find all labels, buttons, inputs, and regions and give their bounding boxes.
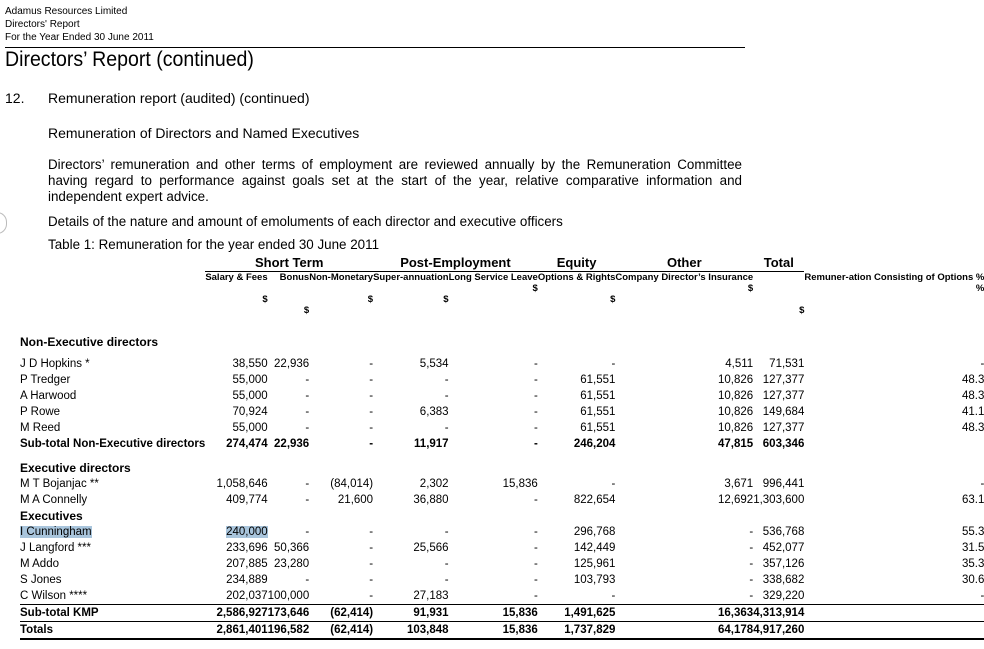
page-title: Directors’ Report (continued) <box>5 48 254 71</box>
row-value: 127,377 <box>762 390 805 402</box>
row-value: 296,768 <box>573 526 616 538</box>
row-value: 21,600 <box>337 494 374 506</box>
table-row <box>20 356 984 372</box>
section-label: Non-Executive directors <box>20 335 159 349</box>
row-value: - <box>369 406 374 418</box>
row-value: - <box>749 542 754 554</box>
report-period: For the Year Ended 30 June 2011 <box>5 32 154 43</box>
row-value: 15,836 <box>449 622 538 640</box>
row-value: - <box>749 526 754 538</box>
section-number: 12. <box>5 90 25 106</box>
section-label: Executives <box>20 509 83 523</box>
table-section-heading <box>20 460 984 476</box>
row-value: - <box>369 574 374 586</box>
row-value: - <box>369 422 374 434</box>
row-label: J Langford *** <box>20 542 91 554</box>
row-value: 35.3 <box>961 558 984 570</box>
row-label: S Jones <box>20 574 62 586</box>
row-value: 196,582 <box>268 622 310 640</box>
row-label: C Wilson **** <box>20 590 88 602</box>
row-value: 1,303,600 <box>753 494 805 506</box>
row-value: - <box>305 526 310 538</box>
row-value: - <box>369 542 374 554</box>
group-other: Other <box>615 254 753 272</box>
row-value: - <box>369 438 374 450</box>
col-salary: Salary & Fees $ <box>205 272 268 305</box>
row-value: 822,654 <box>573 494 616 506</box>
row-value: 48.3 <box>961 374 984 386</box>
row-label: A Harwood <box>20 390 77 402</box>
row-value: 3,671 <box>724 478 754 490</box>
row-value: 22,936 <box>274 438 310 450</box>
table-caption: Table 1: Remuneration for the year ended 30 June 2011 <box>48 237 380 252</box>
row-value: - <box>980 478 984 490</box>
col-bonus: Bonus $ <box>279 272 310 316</box>
row-value: - <box>749 574 754 586</box>
row-value: 452,077 <box>762 542 805 554</box>
col-total: $ <box>799 305 805 316</box>
row-label: I Cunningham <box>20 526 92 538</box>
table-row <box>20 524 984 540</box>
section-heading: Remuneration report (audited) (continued) <box>48 90 310 106</box>
row-value: - <box>533 574 538 586</box>
subheading: Remuneration of Directors and Named Executives <box>48 125 360 141</box>
row-label: Sub-total Non-Executive directors <box>20 438 206 450</box>
report-name: Directors' Report <box>5 19 80 30</box>
row-value: - <box>305 494 310 506</box>
row-value: 246,204 <box>573 438 616 450</box>
row-value: 36,880 <box>413 494 449 506</box>
row-value: 38,550 <box>232 358 268 370</box>
row-value: 5,534 <box>419 358 449 370</box>
row-value: 10,826 <box>718 390 754 402</box>
section-label: Executive directors <box>20 461 131 475</box>
group-header-row <box>20 254 984 272</box>
row-value: - <box>533 358 538 370</box>
row-value: - <box>369 390 374 402</box>
row-value: - <box>369 590 374 602</box>
row-value: 103,848 <box>373 622 448 640</box>
col-non-monetary: Non-Monetary $ <box>309 272 374 305</box>
row-value: - <box>533 406 538 418</box>
row-value: 16,363 <box>615 605 753 622</box>
row-value: 234,889 <box>226 574 268 586</box>
table-row <box>20 372 984 388</box>
row-value: - <box>305 374 310 386</box>
row-value: - <box>369 526 374 538</box>
details-text: Details of the nature and amount of emoluments of each director and executive officers <box>48 214 563 229</box>
row-value: - <box>369 558 374 570</box>
row-value: - <box>749 558 754 570</box>
row-value: 2,861,401 <box>205 622 267 640</box>
row-value: - <box>444 558 449 570</box>
row-value: - <box>533 494 538 506</box>
row-value <box>804 622 984 640</box>
row-value: 12,692 <box>718 494 754 506</box>
row-value: 4,511 <box>725 358 754 370</box>
row-value: 4,313,914 <box>753 605 804 622</box>
row-value: - <box>444 574 449 586</box>
row-value: - <box>533 590 538 602</box>
intro-paragraph: Directors’ remuneration and other terms of employment are reviewed annually by the Remuneration Committee having regard to performance against goals set at the start of the year, relative comparative information and independent expert advice. <box>48 157 742 204</box>
table-row <box>20 588 984 605</box>
row-value: - <box>533 526 538 538</box>
row-value: (62,414) <box>309 622 373 640</box>
row-value: - <box>305 478 310 490</box>
row-value: 1,737,829 <box>538 622 616 640</box>
row-value: - <box>980 590 984 602</box>
row-value: 996,441 <box>762 478 805 490</box>
row-value: 61,551 <box>580 374 616 386</box>
row-value: - <box>444 374 449 386</box>
row-value: 41.1 <box>961 406 984 418</box>
table-row <box>20 388 984 404</box>
table-row <box>20 572 984 588</box>
row-value: 274,474 <box>226 438 268 450</box>
row-value: - <box>305 422 310 434</box>
row-value: 127,377 <box>762 374 805 386</box>
row-value: 64,178 <box>615 622 753 640</box>
row-value: - <box>444 390 449 402</box>
row-value: 149,684 <box>762 406 805 418</box>
row-value: - <box>611 358 616 370</box>
group-equity: Equity <box>538 254 616 272</box>
row-value: 61,551 <box>580 422 616 434</box>
table-row <box>20 556 984 572</box>
row-value: 61,551 <box>580 406 616 418</box>
row-value: 27,183 <box>413 590 449 602</box>
row-value: 70,924 <box>232 406 268 418</box>
col-long-service: Long Service Leave $ <box>448 272 538 294</box>
row-value: 338,682 <box>762 574 805 586</box>
row-value: 48.3 <box>961 390 984 402</box>
row-value: - <box>305 574 310 586</box>
row-value: 142,449 <box>573 542 616 554</box>
row-value: 536,768 <box>762 526 805 538</box>
col-insurance: Company Director’s Insurance $ <box>615 272 754 294</box>
row-value: 55,000 <box>232 374 268 386</box>
row-label: Totals <box>20 622 205 640</box>
row-label: M Addo <box>20 558 59 570</box>
group-total: Total <box>753 254 804 272</box>
row-value: 2,302 <box>419 478 449 490</box>
row-value: 10,826 <box>718 406 754 418</box>
row-value: - <box>533 542 538 554</box>
subheader-row <box>20 272 984 329</box>
table-section-heading <box>20 508 984 524</box>
row-value: 240,000 <box>226 526 268 538</box>
row-value: 15,836 <box>449 605 538 622</box>
row-value: 103,793 <box>573 574 616 586</box>
spacer-row <box>20 452 984 460</box>
row-value: 61,551 <box>580 390 616 402</box>
row-value: - <box>980 358 984 370</box>
row-value: 10,826 <box>718 422 754 434</box>
row-value: - <box>749 590 754 602</box>
row-value: (62,414) <box>309 605 373 622</box>
company-name: Adamus Resources Limited <box>5 6 128 17</box>
row-value: 31.5 <box>961 542 984 554</box>
row-value: 23,280 <box>274 558 310 570</box>
row-value: 125,961 <box>573 558 616 570</box>
row-value: - <box>305 390 310 402</box>
subtotal-row <box>20 436 984 452</box>
group-post-employment: Post-Employment <box>373 254 538 272</box>
row-value: - <box>533 558 538 570</box>
page-curl-mark <box>0 212 7 234</box>
group-short-term: Short Term <box>205 254 373 272</box>
row-value: 1,058,646 <box>216 478 268 490</box>
row-label: P Rowe <box>20 406 61 418</box>
row-value: 22,936 <box>274 358 310 370</box>
row-value: - <box>533 422 538 434</box>
col-superannuation: Super-annuation $ <box>373 272 449 305</box>
row-value: 4,917,260 <box>753 622 804 640</box>
row-value: 603,346 <box>762 438 805 450</box>
row-value: 15,836 <box>502 478 538 490</box>
col-remuneration-options: Remuner-ation Consisting of Options % % <box>804 271 984 294</box>
row-value: 48.3 <box>961 422 984 434</box>
row-value: 55,000 <box>232 422 268 434</box>
row-value: - <box>305 406 310 418</box>
row-value <box>804 605 984 622</box>
row-value: - <box>533 438 538 450</box>
row-value: (84,014) <box>330 478 374 490</box>
row-value: 25,566 <box>413 542 449 554</box>
row-value: 357,126 <box>762 558 805 570</box>
row-value: 202,037 <box>226 590 268 602</box>
row-value: 127,377 <box>762 422 805 434</box>
row-label: M Reed <box>20 422 61 434</box>
row-value: 207,885 <box>226 558 268 570</box>
row-value: - <box>444 422 449 434</box>
subtotal-row <box>20 605 984 622</box>
row-value: 50,366 <box>274 542 310 554</box>
row-value: 173,646 <box>268 605 310 622</box>
table-row <box>20 492 984 508</box>
row-value: 1,491,625 <box>538 605 616 622</box>
row-value: 55,000 <box>232 390 268 402</box>
totals-row <box>20 622 984 640</box>
row-value: - <box>611 590 616 602</box>
col-options: Options & Rights $ <box>537 272 616 305</box>
row-value: 63.1 <box>961 494 984 506</box>
remuneration-table <box>20 254 984 640</box>
row-value: 233,696 <box>226 542 268 554</box>
table-section-heading <box>20 334 984 350</box>
row-label: P Tredger <box>20 374 71 386</box>
row-value: - <box>444 526 449 538</box>
row-value: 6,383 <box>419 406 449 418</box>
table-row <box>20 540 984 556</box>
row-value: - <box>611 478 616 490</box>
table-row <box>20 404 984 420</box>
row-value: 100,000 <box>267 590 310 602</box>
row-value: 71,531 <box>769 358 805 370</box>
row-value: 11,917 <box>414 438 449 450</box>
row-value: - <box>533 390 538 402</box>
row-label: Sub-total KMP <box>20 605 205 622</box>
row-value: 329,220 <box>762 590 805 602</box>
row-label: M A Connelly <box>20 494 88 506</box>
row-value: - <box>369 374 374 386</box>
row-label: M T Bojanjac ** <box>20 478 99 490</box>
row-label: J D Hopkins * <box>20 358 90 370</box>
row-value: 2,586,927 <box>205 605 267 622</box>
table-row <box>20 420 984 436</box>
row-value: - <box>369 358 374 370</box>
row-value <box>804 436 984 452</box>
row-value: 30.6 <box>961 574 984 586</box>
row-value: 10,826 <box>718 374 754 386</box>
table-row <box>20 476 984 492</box>
row-value: 47,815 <box>718 438 754 450</box>
row-value: - <box>533 374 538 386</box>
row-value: 55.3 <box>961 526 984 538</box>
row-value: 409,774 <box>226 494 268 506</box>
row-value: 91,931 <box>373 605 448 622</box>
